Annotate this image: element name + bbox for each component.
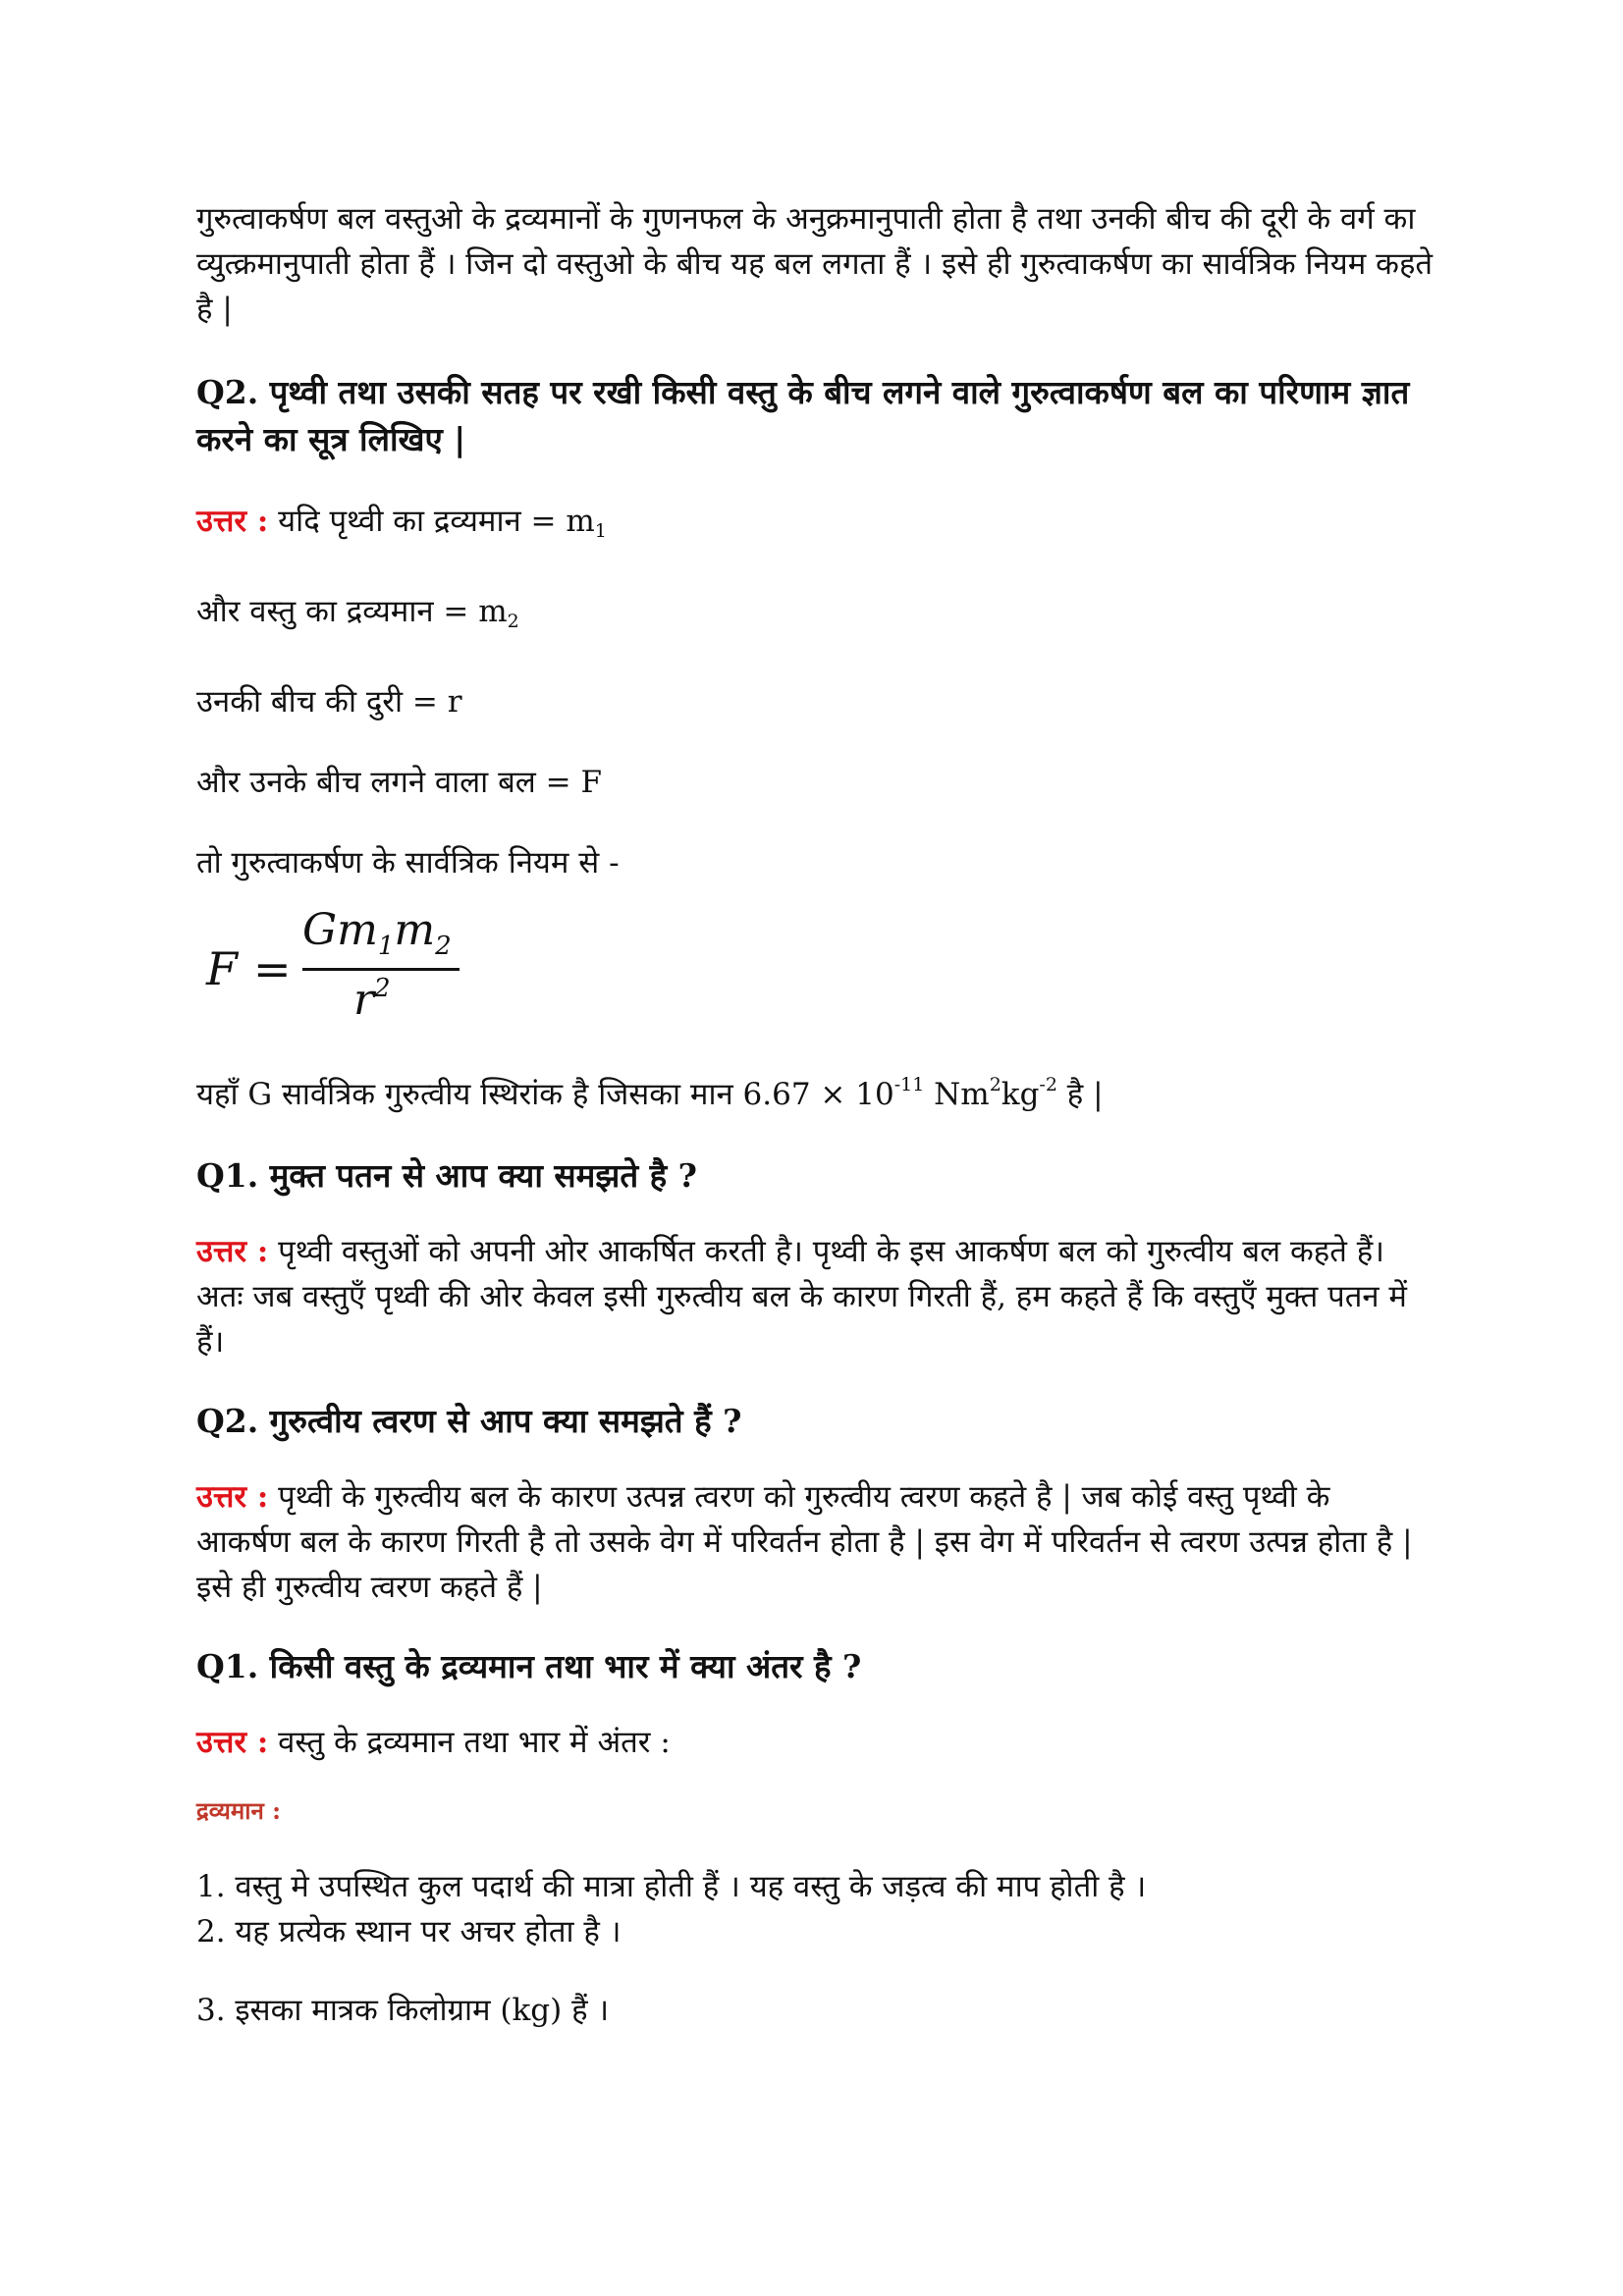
formula-equals: = — [253, 942, 292, 995]
answer-mass-vs-weight: उत्तर : वस्तु के द्रव्यमान तथा भार में अंतर : — [196, 1725, 671, 1760]
answer-label: उत्तर : — [196, 504, 269, 539]
answer-line-4: और उनके बीच लगने वाला बल = F — [196, 765, 602, 800]
answer-line-3: उनकी बीच की दुरी = r — [196, 684, 462, 720]
question-q1-free-fall: Q1. मुक्त पतन से आप क्या समझते है ? — [196, 1156, 697, 1195]
point-3: 3. इसका मात्रक किलोग्राम (kg) हैं । — [196, 1993, 610, 2028]
gravitational-constant-line: यहाँ G सार्वत्रिक गुरुत्वीय स्थिरांक है जिसका मान $6.67 \times 10^{-11}$ $Nm^2kg^{-2}$ है | — [196, 1074, 1104, 1112]
answer-free-fall: उत्तर : पृथ्वी वस्तुओं को अपनी ओर आकर्षित करती है। पृथ्वी के इस आकर्षण बल को गुरुत्वीय बल कहते हैं। अतः जब वस्तुएँ पृथ्वी की ओर केवल इसी गुरुत्वीय बल के कारण गिरती हैं, हम कहते हैं कि वस्तुएँ मुक्त पतन में हैं। — [196, 1234, 1407, 1360]
question-q1-mass-vs-weight: Q1. किसी वस्तु के द्रव्यमान तथा भार में क्या अंतर है ? — [196, 1647, 862, 1685]
answer-line-5: तो गुरुत्वाकर्षण के सार्वत्रिक नियम से - — [196, 845, 620, 881]
question-q2-gravitational-acceleration: Q2. गुरुत्वीय त्वरण से आप क्या समझते हैं ? — [196, 1402, 742, 1440]
gravitation-formula — [196, 905, 1434, 1033]
document-page — [196, 196, 1434, 2033]
fraction-bar — [302, 968, 460, 971]
intro-paragraph: गुरुत्वाकर्षण बल वस्तुओ के द्रव्यमानों के गुणनफल के अनुक्रमानुपाती होता है तथा उनकी बीच की दूरी के वर्ग का व्युत्क्रमानुपाती होता हैं । जिन दो वस्तुओ के बीच यह बल लगता हैं । इसे ही गुरुत्वाकर्षण का सार्वत्रिक नियम कहते है | — [196, 201, 1434, 327]
subheading-mass: द्रव्यमान : — [196, 1796, 281, 1825]
answer-gravitational-acceleration: उत्तर : पृथ्वी के गुरुत्वीय बल के कारण उत्पन्न त्वरण को गुरुत्वीय त्वरण कहते है | जब कोई वस्तु पृथ्वी के आकर्षण बल के कारण गिरती है तो उसके वेग में परिवर्तन होता है | इस वेग में परिवर्तन से त्वरण उत्पन्न होता है | इसे ही गुरुत्वीय त्वरण कहते हैं | — [196, 1479, 1413, 1605]
answer-label: उत्तर : — [196, 1725, 269, 1760]
point-2: 2. यह प्रत्येक स्थान पर अचर होता है । — [196, 1914, 622, 1949]
answer-line-1: उत्तर : यदि पृथ्वी का द्रव्यमान = $m_1$ — [196, 504, 607, 542]
question-q2-formula: Q2. पृथ्वी तथा उसकी सतह पर रखी किसी वस्तु के बीच लगने वाले गुरुत्वाकर्षण बल का परिणाम ज्ञात करने का सूत्र लिखिए | — [196, 373, 1410, 458]
answer-label: उत्तर : — [196, 1479, 269, 1515]
answer-line-2: और वस्तु का द्रव्यमान = $m_2$ — [196, 594, 519, 632]
answer-label: उत्तर : — [196, 1234, 269, 1269]
formula-denominator: $r^2$ — [353, 974, 391, 1025]
formula-lhs: F — [206, 942, 238, 995]
formula-numerator: $Gm_1m_2$ — [302, 905, 452, 961]
point-1: 1. वस्तु मे उपस्थित कुल पदार्थ की मात्रा होती हैं । यह वस्तु के जड़त्व की माप होती है । — [196, 1869, 1147, 1904]
